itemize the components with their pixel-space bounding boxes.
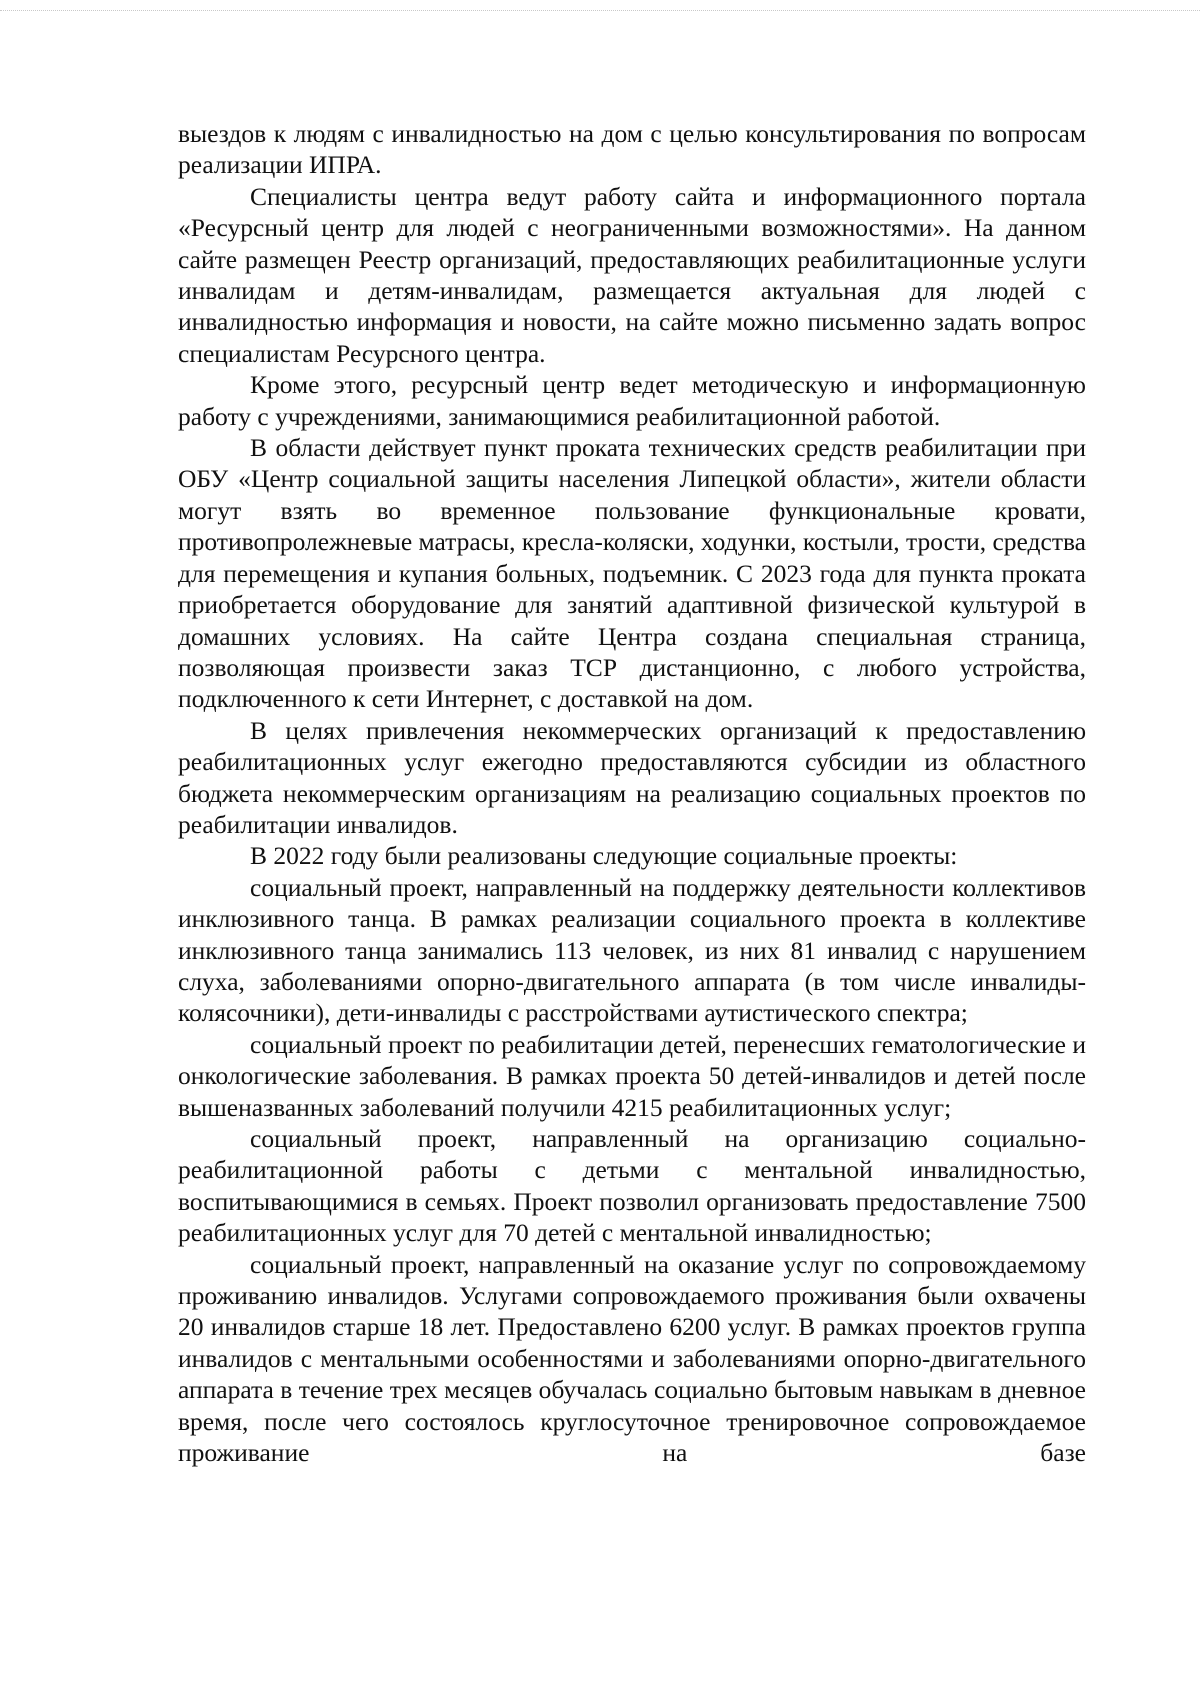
paragraph-rental-point: В области действует пункт проката технических средств реабилитации при ОБУ «Центр социальной защиты населения Липецкой области», жители области могут взять во временное пользование функциональные кровати, противопролежневые матрасы, кресла-коляски, ходунки, костыли, трости, средства для перемещения и купания больных, подъемник. С 2023 года для пункта проката приобретается оборудование для занятий адаптивной физической культурой в домашних условиях. На сайте Центра создана специальная страница, позволяющая произвести заказ ТСР дистанционно, с любого устройства, подключенного к сети Интернет, с доставкой на дом. [178, 433, 1086, 714]
list-item-oncology-project: социальный проект по реабилитации детей, перенесших гематологические и онкологические заболевания. В рамках проекта 50 детей-инвалидов и детей после вышеназванных заболеваний получили 4215 реабилитационных услуг; [178, 1029, 1086, 1122]
paragraph-subsidies: В целях привлечения некоммерческих организаций к предоставлению реабилитационных услуг ежегодно предоставляются субсидии из областного бюджета некоммерческим организациям на реализацию социальных проектов по реабилитации инвалидов. [178, 715, 1086, 839]
scan-edge-line [0, 10, 1200, 11]
document-body [178, 118, 1086, 1468]
list-item-mental-disability-project: социальный проект, направленный на организацию социально-реабилитационной работы с детьми с ментальной инвалидностью, воспитывающимися в семьях. Проект позволил организовать предоставление 7500 реабилитационных услуг для 70 детей с ментальной инвалидностью; [178, 1124, 1086, 1248]
paragraph-projects-intro: В 2022 году были реализованы следующие социальные проекты: [250, 841, 958, 871]
paragraph-ipra-visits: выездов к людям с инвалидностью на дом с целью консультирования по вопросам реализации ИПРА. [178, 119, 1086, 180]
paragraph-methodical-work: Кроме этого, ресурсный центр ведет методическую и информационную работу с учреждениями, занимающимися реабилитационной работой. [178, 370, 1086, 431]
list-item-dance-project: социальный проект, направленный на поддержку деятельности коллективов инклюзивного танца. В рамках реализации социального проекта в коллективе инклюзивного танца занимались 113 человек, из них 81 инвалид с нарушением слуха, заболеваниями опорно-двигательного аппарата (в том числе инвалиды-колясочники), дети-инвалиды с расстройствами аутистического спектра; [178, 872, 1086, 1028]
paragraph-resource-center-site: Специалисты центра ведут работу сайта и информационного портала «Ресурсный центр для людей с неограниченными возможностями». На данном сайте размещен Реестр организаций, предоставляющих реабилитационные услуги инвалидам и детям-инвалидам, размещается актуальная для людей с инвалидностью информация и новости, на сайте можно письменно задать вопрос специалистам Ресурсного центра. [178, 181, 1086, 368]
list-item-supported-living-project: социальный проект, направленный на оказание услуг по сопровождаемому проживанию инвалидов. Услугами сопровождаемого проживания были охвачены 20 инвалидов старше 18 лет. Предоставлено 6200 услуг. В рамках проектов группа инвалидов с ментальными особенностями и заболеваниями опорно-двигательного аппарата в течение трех месяцев обучалась социально бытовым навыкам в дневное время, после чего состоялось круглосуточное тренировочное сопровождаемое проживание на базе [178, 1249, 1086, 1468]
